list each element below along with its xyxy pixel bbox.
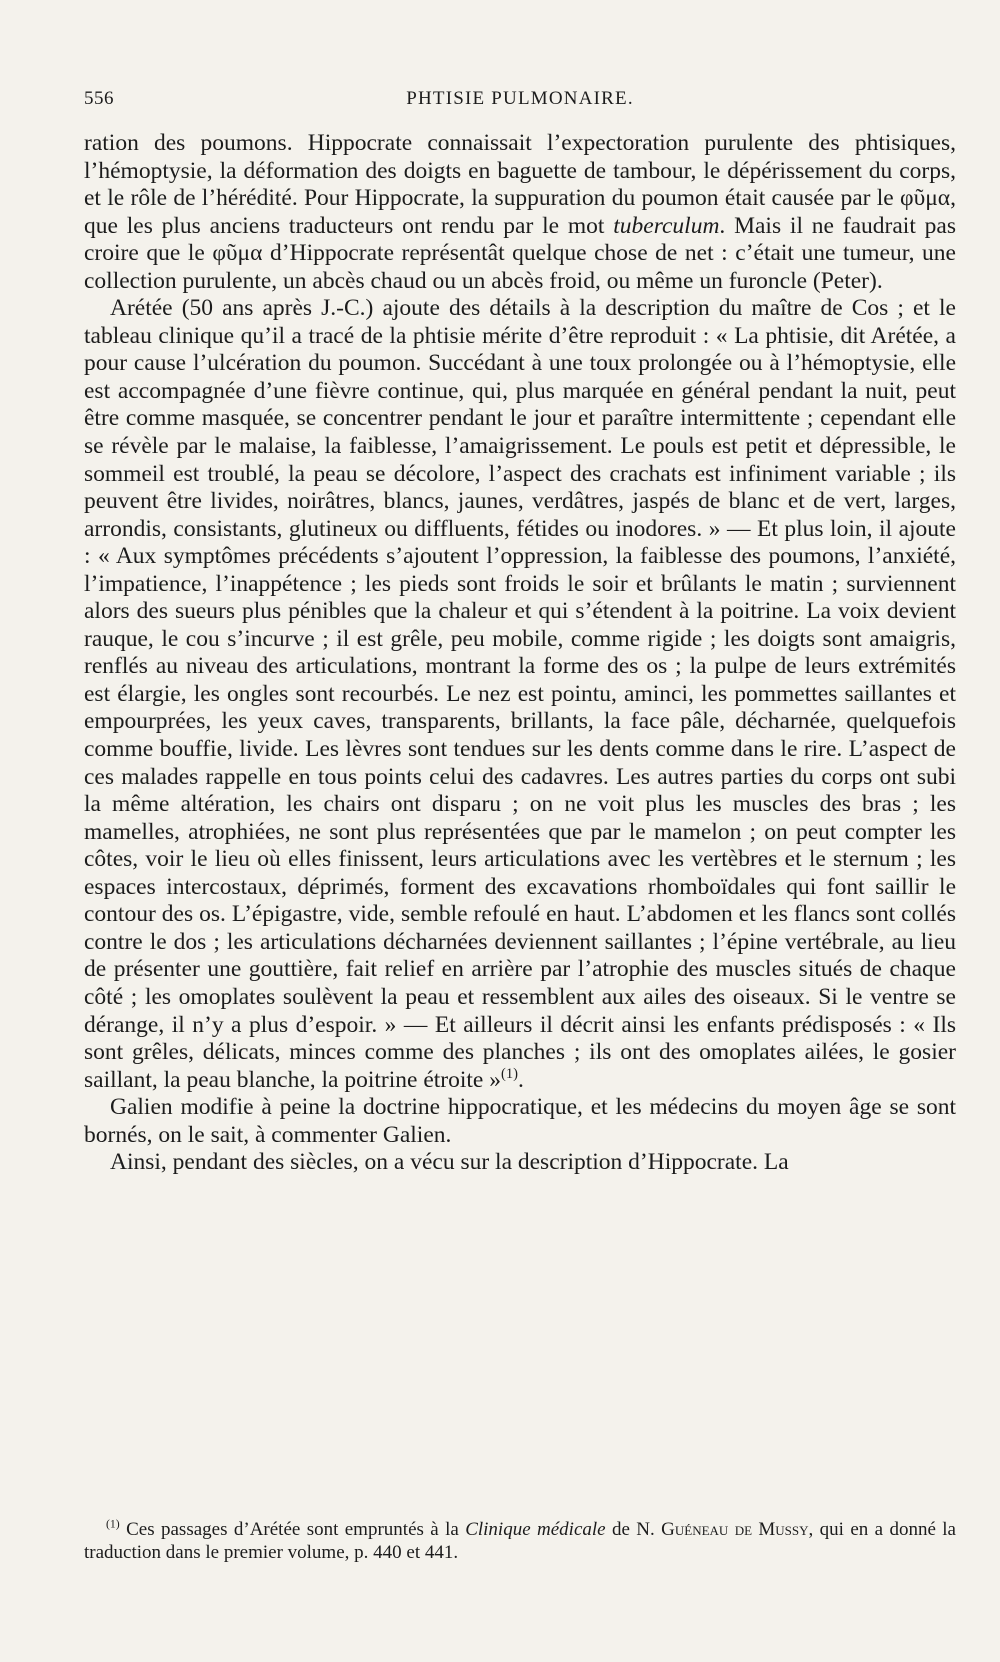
main-text [84, 130, 956, 1177]
greek-term: φῦμα [900, 185, 951, 212]
paragraph-ainsi: Ainsi, pendant des siècles, on a vécu sur la description d’Hippocrate. La [110, 1149, 789, 1176]
footnote-reference: (1) [500, 1065, 518, 1082]
cited-work: Clinique médicale [465, 1519, 606, 1540]
cited-author: Guéneau de Mussy [661, 1519, 809, 1540]
page-header [84, 88, 956, 118]
paragraph-aretee: Arétée (50 ans après J.-C.) ajoute des détails à la description du maître de Cos ; et le tableau clinique qu’il a tracé de la phtisie mérite d’être reproduit : « La phtisie, dit Arétée, a pour cause l’ulcération du poumon. Succédant à une toux prolongée ou à l’hémoptysie, elle est accompagnée d’une fièvre continue, qui, plus marquée en général pendant la nuit, peut être comme masquée, se concentrer pendant le jour et paraître intermittente ; cependant elle se révèle par le malaise, la faiblesse, l’amaigrissement. Le pouls est petit et dépressible, le sommeil est troublé, la peau se décolore, l’aspect des crachats est infiniment variable ; ils peuvent être livides, noirâtres, blancs, jaunes, verdâtres, jaspés de blanc et de vert, larges, arrondis, consistants, glutineux ou diffluents, fétides ou inodores. » — Et plus loin, il ajoute : « Aux symptômes précédents s’ajoutent l’oppression, la faiblesse des poumons, l’anxiété, l’impatience, l’inappétence ; les pieds sont froids le soir et brûlants le matin ; surviennent alors des sueurs plus pénibles que la chaleur et qui s’étendent à la poitrine. La voix devient rauque, le cou s’incurve ; il est grêle, peu mobile, comme rigide ; les doigts sont amaigris, renflés au niveau des articulations, montrant la forme des os ; la pulpe de leurs extrémités est élargie, les ongles sont recourbés. Le nez est pointu, aminci, les pommettes saillantes et empourprées, les yeux caves, transparents, brillants, la face pâle, décharnée, quelquefois comme bouffie, livide. Les lèvres sont tendues sur les dents comme dans le rire. L’aspect de ces malades rappelle en tous points celui des cadavres. Les autres parties du corps ont subi la même altération, les chairs ont disparu ; on ne voit plus les muscles des bras ; les mamelles, atrophiées, ne sont plus représentées que par le mamelon ; on peut compter les côtes, voir le lieu où elles finissent, leurs articulations avec les vertèbres et le sternum ; les espaces intercostaux, déprimés, forment des excavations rhomboïdales qui font saillir le contour des os. L’épigastre, vide, semble refoulé en haut. L’abdomen et les flancs sont collés contre le dos ; les articulations décharnées deviennent saillantes ; l’épine vertébrale, au lieu de présenter une gouttière, fait relief en arrière par l’atrophie des muscles situés de chaque côté ; les omoplates soulèvent la peau et ressemblent aux ailes des oiseaux. Si le ventre se dérange, il n’y a plus d’espoir. » — Et ailleurs il décrit ainsi les enfants prédisposés : « Ils sont grêles, délicats, minces comme des planches ; ils ont des omoplates ailées, le gosier saillant, la peau blanche, la poitrine étroite »$^{(1)}$. [84, 295, 956, 1093]
running-title: PHTISIE PULMONAIRE. [406, 88, 634, 109]
footnote-1: $^{(1)}$ Ces passages d’Arétée sont empruntés à la Clinique médicale de N. Guéneau de Mussy, qui en a donné la traduction dans le premier volume, p. 440 et 441. [84, 1517, 956, 1563]
greek-term: φῦμα [212, 240, 263, 267]
footnote-marker: (1) [106, 1517, 120, 1531]
paragraph-hippocrate: ration des poumons. Hippocrate connaissait l’expectoration purulente des phtisiques, l’hémoptysie, la déformation des doigts en baguette de tambour, le dépérissement du corps, et le rôle de l’hérédité. Pour Hippocrate, la suppuration du poumon était causée par le φῦμα, que les plus anciens traducteurs ont rendu par le mot tuberculum. Mais il ne faudrait pas croire que le φῦμα d’Hippocrate représentât quelque chose de net : c’était une tumeur, une collection purulente, un abcès chaud ou un abcès froid, ou même un furoncle (Peter). [84, 130, 956, 294]
latin-term: tuberculum [613, 212, 720, 239]
paragraph-galien: Galien modifie à peine la doctrine hippocratique, et les médecins du moyen âge se sont bornés, on le sait, à commenter Galien. [84, 1094, 956, 1148]
footnotes [84, 1518, 956, 1564]
page-number: 556 [84, 88, 114, 109]
